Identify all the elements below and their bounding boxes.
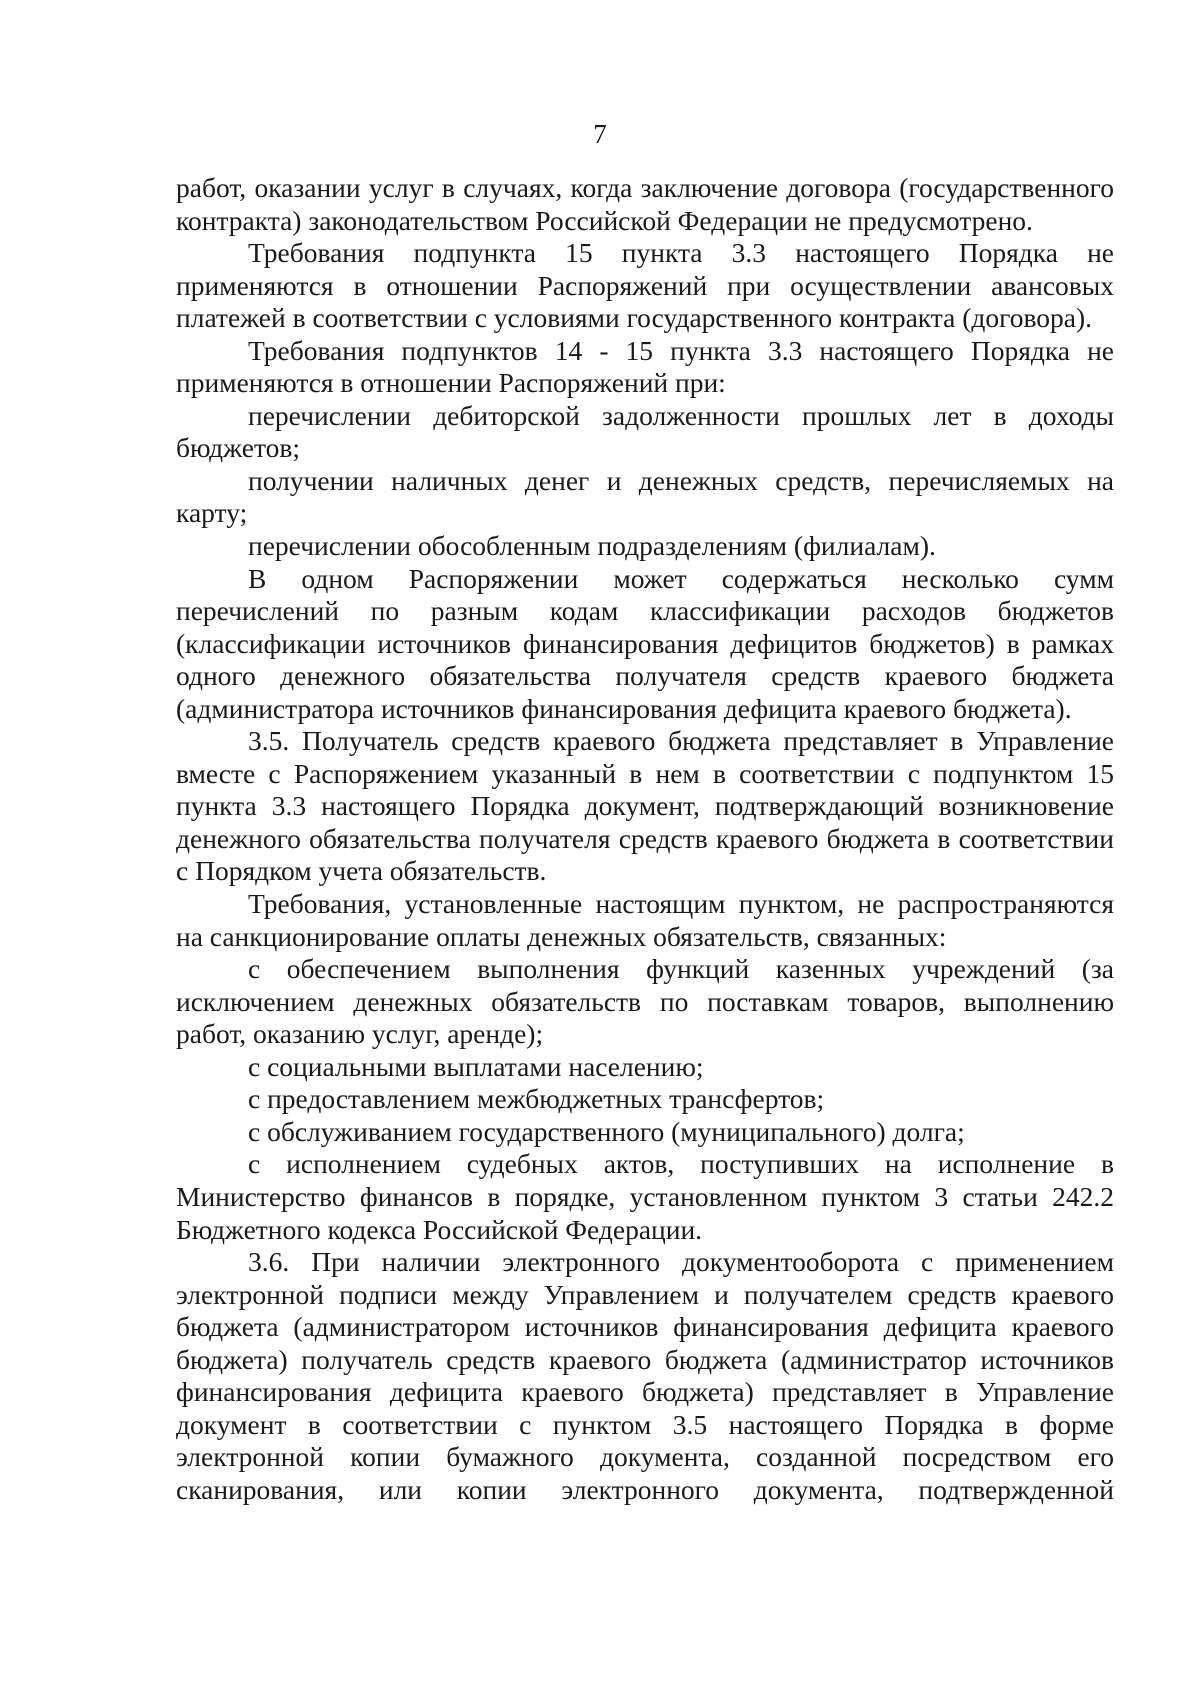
paragraph: 3.6. При наличии электронного документооборота с применением электронной подписи между Управлением и получателем средств краевого бюджета (администратором источников финансирования дефицита краевого бюджета) получатель средств краевого бюджета (администратор источников финансирования дефицита краевого бюджета) представляет в Управление документ в соответствии с пунктом 3.5 настоящего Порядка в форме электронной копии бумажного документа, созданной посредством его сканирования, или копии электронного документа, подтвержденной [176,1246,1114,1505]
paragraph: перечислении дебиторской задолженности прошлых лет в доходы бюджетов; [176,399,1114,464]
paragraph: с обслуживанием государственного (муниципального) долга; [248,1115,965,1147]
paragraph: с предоставлением межбюджетных трансфертов; [248,1083,825,1115]
paragraph: с социальными выплатами населению; [248,1050,704,1082]
paragraph: В одном Распоряжении может содержаться несколько сумм перечислений по разным кодам классификации расходов бюджетов (классификации источников финансирования дефицитов бюджетов) в рамках одного денежного обязательства получателя средств краевого бюджета (администратора источников финансирования дефицита краевого бюджета). [176,562,1114,724]
paragraph: перечислении обособленным подразделениям (филиалам). [248,530,936,562]
paragraph: 3.5. Получатель средств краевого бюджета представляет в Управление вместе с Распоряжением указанный в нем в соответствии с подпунктом 15 пункта 3.3 настоящего Порядка документ, подтверждающий возникновение денежного обязательства получателя средств краевого бюджета в соответствии с Порядком учета обязательств. [176,725,1114,887]
paragraph: работ, оказании услуг в случаях, когда заключение договора (государственного контракта) законодательством Российской Федерации не предусмотрено. [176,172,1114,236]
paragraph: Требования подпункта 15 пункта 3.3 настоящего Порядка не применяются в отношении Распоряжений при осуществлении авансовых платежей в соответствии с условиями государственного контракта (договора). [176,237,1114,334]
page-number: 7 [593,119,607,149]
document-body [176,172,1114,1506]
paragraph: получении наличных денег и денежных средств, перечисляемых на карту; [176,464,1114,529]
paragraph: Требования, установленные настоящим пунктом, не распространяются на санкционирование оплаты денежных обязательств, связанных: [176,888,1114,952]
paragraph: Требования подпунктов 14 - 15 пункта 3.3 настоящего Порядка не применяются в отношении Распоряжений при: [176,334,1114,399]
paragraph: с исполнением судебных актов, поступивших на исполнение в Министерство финансов в порядке, установленном пунктом 3 статьи 242.2 Бюджетного кодекса Российской Федерации. [176,1148,1114,1245]
paragraph: с обеспечением выполнения функций казенных учреждений (за исключением денежных обязательств по поставкам товаров, выполнению работ, оказанию услуг, аренде); [176,953,1114,1050]
